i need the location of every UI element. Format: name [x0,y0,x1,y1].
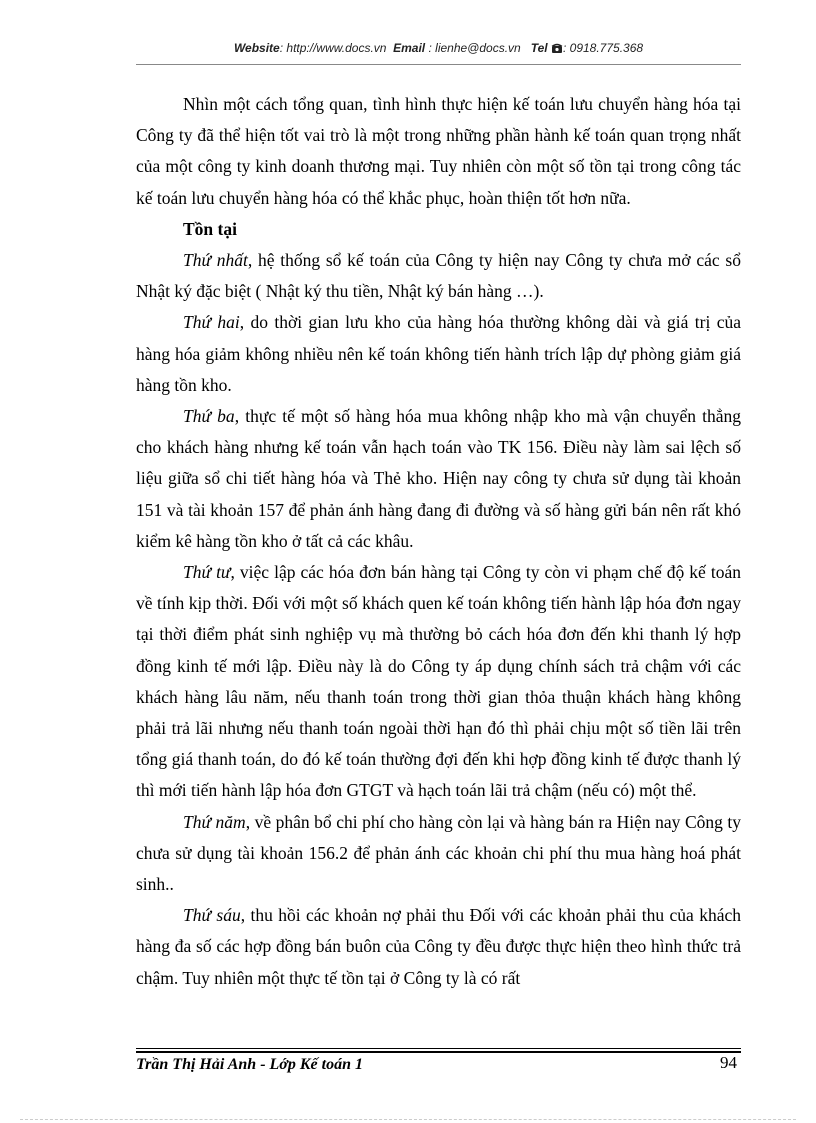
item-text: , hệ thống sổ kế toán của Công ty hiện nay Công ty chưa mở các sổ Nhật ký đặc biệt ( Nhật ký thu tiền, Nhật ký bán hàng …). [136,250,741,302]
item-label: Thứ ba [183,406,235,427]
item-text: , về phân bổ chi phí cho hàng còn lại và hàng bán ra Hiện nay Công ty chưa sử dụng tài khoản 156.2 để phản ánh các khoản chi phí thu mua hàng hoá phát sinh.. [136,811,741,895]
page-body [136,89,741,994]
paragraph-thu-ba [136,401,741,557]
email-value: : lienhe@docs.vn [428,41,521,55]
item-label: Thứ nhất [183,250,248,271]
item-text: , do thời gian lưu kho của hàng hóa thường không dài và giá trị của hàng hóa giảm không nhiều nên kế toán không tiến hành trích lập dự phòng giảm giá hàng tồn kho. [136,312,741,395]
item-label: Thứ tư [183,562,231,583]
item-text: , việc lập các hóa đơn bán hàng tại Công ty còn vi phạm chế độ kế toán về tính kịp thời. Đối với một số khách quen kế toán không tiến hành lập hóa đơn ngay tại thời điểm phát sinh nghiệp vụ mà thường bỏ cách hóa đơn đến khi thanh lý hợp đồng kinh tế mới lập. Điều này là do Công ty áp dụng chính sách trả chậm với các khách hàng lâu năm, nếu thanh toán trong thời gian thỏa thuận khách hàng không phải trả lãi nhưng nếu thanh toán ngoài thời hạn đó thì phải chịu một số tiền lãi trên tổng giá thanh toán, do đó kế toán thường đợi đến khi hợp đồng kinh tế được thanh lý thì mới tiến hành lập hóa đơn GTGT và hạch toán lãi trả chậm (nếu có) một thể. [136,562,741,801]
item-label: Thứ năm [183,811,246,832]
footer-rule [136,1048,741,1049]
paragraph-thu-tu [136,557,741,807]
tel-label: Tel [530,41,548,55]
paragraph-thu-nam [136,807,741,901]
paragraph-thu-sau [136,900,741,994]
tel-value: : 0918.775.368 [562,41,644,55]
intro-paragraph: Nhìn một cách tổng quan, tình hình thực hiện kế toán lưu chuyển hàng hóa tại Công ty đã thể hiện tốt vai trò là một trong những phần hành kế toán quan trọng nhất của một công ty kinh doanh thương mại. Tuy nhiên còn một số tồn tại trong công tác kế toán lưu chuyển hàng hóa có thể khắc phục, hoàn thiện tốt hơn nữa. [136,94,741,208]
section-heading: Tồn tại [183,218,237,239]
paragraph-thu-hai [136,307,741,401]
page-number: 94 [720,1053,737,1072]
item-label: Thứ sáu [183,905,241,926]
website-value: : http://www.docs.vn [279,41,387,55]
paragraph-thu-nhat [136,245,741,307]
phone-icon [551,42,563,58]
page-edge-divider [20,1119,796,1120]
website-label: Website [233,41,280,55]
page-header [136,40,741,58]
item-text: , thực tế một số hàng hóa mua không nhập kho mà vận chuyển thẳng cho khách hàng nhưng kế toán vẫn hạch toán vào TK 156. Điều này làm sai lệch số liệu giữa sổ chi tiết hàng hóa và Thẻ kho. Hiện nay công ty chưa sử dụng tài khoản 151 và tài khoản 157 để phản ánh hàng đang đi đường và số hàng gửi bán nên rất khó kiểm kê hàng tồn kho ở tất cả các khâu. [136,406,741,551]
item-label: Thứ hai [183,312,240,333]
footer-rule-thick [136,1051,741,1053]
footer-author: Trần Thị Hải Anh - Lớp Kế toán 1 [136,1056,363,1073]
header-rule [136,64,741,65]
item-text: , thu hồi các khoản nợ phải thu Đối với các khoản phải thu của khách hàng đa số các hợp đồng bán buôn của Công ty đều được thực hiện theo hình thức trả chậm. Tuy nhiên một thực tế tồn tại ở Công ty là có rất [136,905,741,988]
email-label: Email [393,41,426,55]
